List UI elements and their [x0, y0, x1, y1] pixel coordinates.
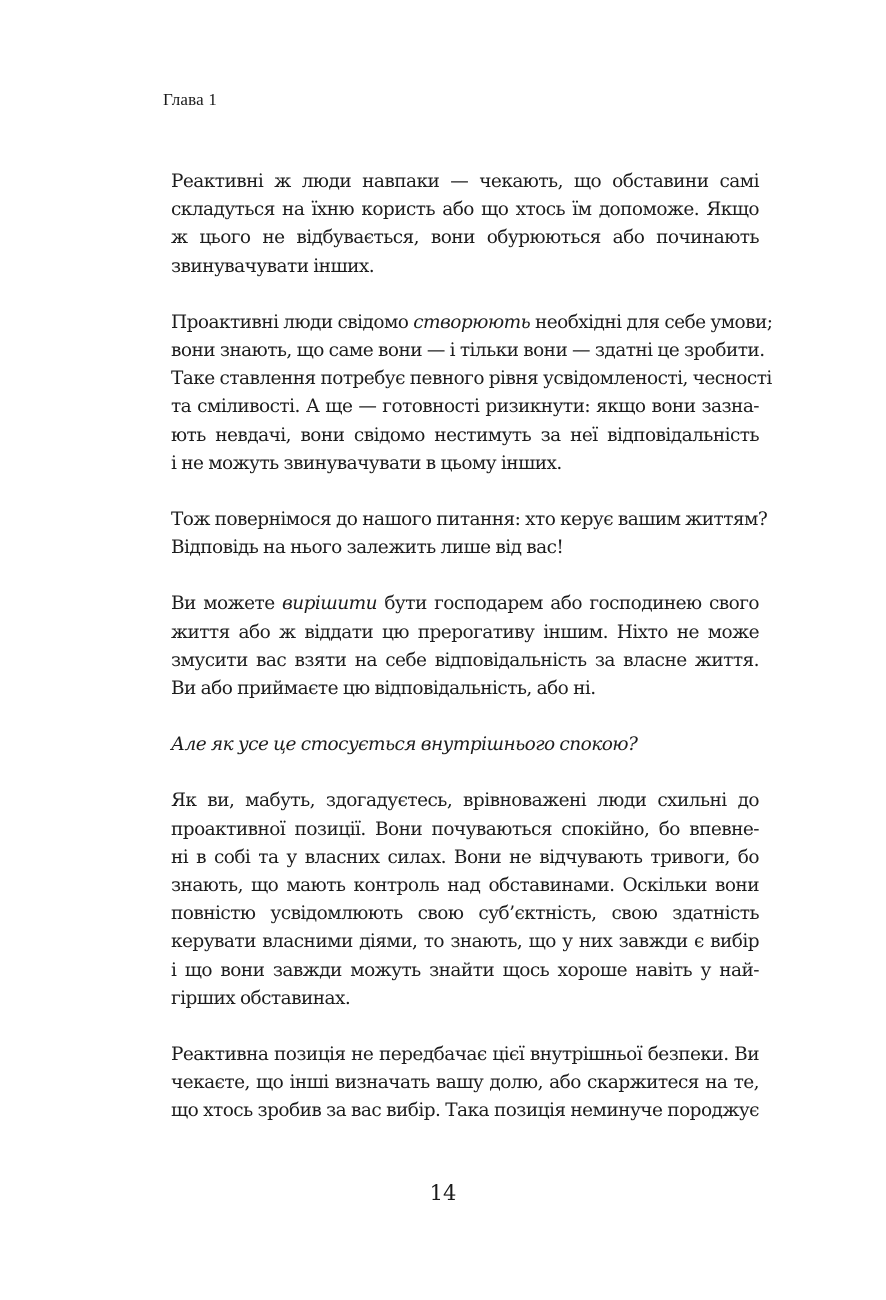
text-run: Проактивні люди свідомо [171, 311, 414, 333]
emphasis-word: вирішити [282, 593, 377, 615]
text-line: Як ви, мабуть, здогадуєтесь, врівноважені люди схильні до [171, 790, 759, 812]
paragraph-reactive-position [171, 1041, 759, 1126]
paragraph-italic-question [171, 731, 759, 759]
paragraph-balanced-people [171, 787, 759, 1013]
text-line: та сміливості. А ще — готовності ризикнути: якщо вони зазна- [171, 396, 759, 418]
text-line: і не можуть звинувачувати в цьому інших. [171, 452, 562, 474]
text-line: проактивної позиції. Вони почуваються спокійно, бо впевне- [171, 818, 759, 840]
text-line: Реактивні ж люди навпаки — чекають, що обставини самі [171, 171, 759, 192]
page-number: 14 [429, 1181, 457, 1205]
text-line: що хтось зробив за вас вибір. Така позиція неминуче породжує [171, 1100, 759, 1122]
emphasis-word: створюють [413, 311, 531, 333]
running-header-chapter: Глава 1 [163, 90, 218, 109]
text-run: бути господарем або господинею свого [376, 593, 759, 615]
text-line [171, 590, 759, 618]
paragraph-proactive-people [171, 309, 773, 478]
text-line: ж цього не відбувається, вони обурюються або починають [171, 227, 759, 249]
text-line: гірших обставинах. [171, 987, 351, 1009]
text-line: Тож повернімося до нашого питання: хто керує вашим життям? [171, 509, 768, 531]
paragraph-who-controls-life [171, 506, 768, 562]
text-line: Відповідь на нього залежить лише від вас! [171, 537, 564, 559]
text-line: і що вони завжди можуть знайти щось хороше навіть у най- [171, 959, 759, 981]
page-body-text [171, 168, 773, 1154]
text-line: керувати власними діями, то знають, що у них завжди є вибір [171, 931, 759, 953]
text-run: необхідні для себе умови; [530, 311, 773, 333]
italic-question-line: Але як усе це стосується внутрішнього спокою? [171, 734, 638, 756]
text-line: складуться на їхню користь або що хтось їм допоможе. Якщо [171, 199, 759, 221]
text-line: змусити вас взяти на себе відповідальність за власне життя. [171, 649, 759, 671]
text-line: ють невдачі, вони свідомо нестимуть за неї відповідальність [171, 424, 759, 446]
text-line: знають, що мають контроль над обставинами. Оскільки вони [171, 875, 759, 897]
text-line: Ви або приймаєте цю відповідальність, або ні. [171, 678, 596, 700]
paragraph-you-can-decide [171, 590, 759, 703]
paragraph-reactive-people [171, 168, 759, 281]
text-line: Таке ставлення потребує певного рівня усвідомленості, чесності [171, 368, 772, 390]
text-line: Реактивна позиція не передбачає цієї внутрішньої безпеки. Ви [171, 1044, 759, 1066]
text-line: чекаєте, що інші визначать вашу долю, або скаржитеся на те, [171, 1072, 759, 1094]
text-line: звинувачувати інших. [171, 255, 375, 277]
text-line: повністю усвідомлюють свою суб’єктність, свою здатність [171, 903, 759, 925]
text-line: ні в собі та у власних силах. Вони не відчувають тривоги, бо [171, 846, 759, 868]
text-run: Ви можете [171, 593, 282, 615]
text-line: життя або ж віддати цю прерогативу іншим. Ніхто не може [171, 621, 759, 643]
text-line [171, 309, 773, 337]
text-line: вони знають, що саме вони — і тільки вони — здатні це зробити. [171, 340, 765, 362]
